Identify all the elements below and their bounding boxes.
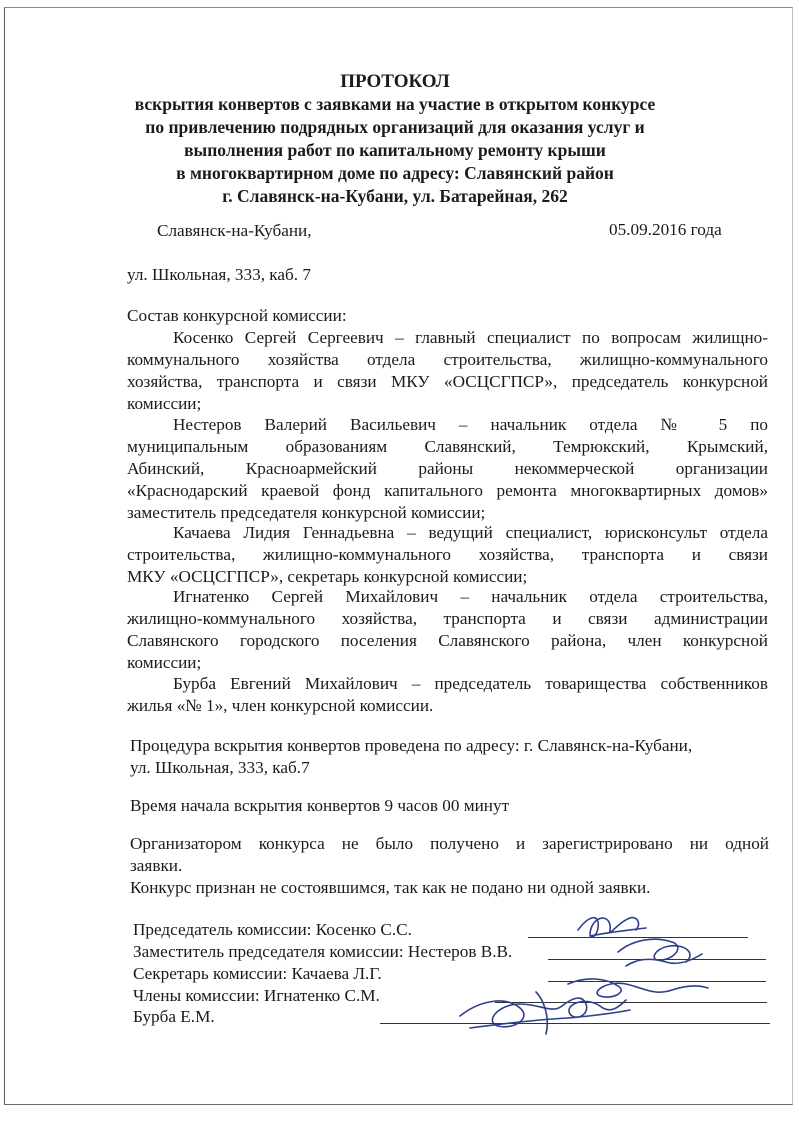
commission-line: Косенко Сергей Сергеевич – главный специалист по вопросам жилищно- [173,328,768,347]
start-time: Время начала вскрытия конвертов 9 часов 00 минут [130,796,510,815]
commission-line: Бурба Евгений Михайлович – председатель товарищества собственников [173,674,768,693]
signature-chairman: Председатель комиссии: Косенко С.С. [133,920,412,939]
commission-line: Славянского городского поселения Славянского района, член конкурсной [127,631,768,650]
commission-line: Качаева Лидия Геннадьевна – ведущий специалист, юрисконсульт отдела [173,523,768,542]
subtitle-line: вскрытия конвертов с заявками на участие в открытом конкурсе [134,94,656,114]
subtitle-line: г. Славянск-на-Кубани, ул. Батарейная, 262 [222,186,568,206]
commission-line: жилищно-коммунального хозяйства, транспорта и связи администрации [127,609,768,628]
subtitle-line: выполнения работ по капитальному ремонту крыши [184,140,606,160]
procedure-line: Процедура вскрытия конвертов проведена по адресу: г. Славянск-на-Кубани, [130,736,693,755]
commission-line: Игнатенко Сергей Михайлович – начальник отдела строительства, [173,587,768,606]
result-line: Организатором конкурса не было получено и зарегистрировано ни одной [130,834,769,853]
commission-heading: Состав конкурсной комиссии: [127,306,347,325]
commission-line: жилья «№ 1», член конкурсной комиссии. [127,696,434,715]
commission-line: комиссии; [127,653,202,672]
result-line: Конкурс признан не состоявшимся, так как не подано ни одной заявки. [130,878,651,897]
handwritten-signatures [440,900,770,1050]
city: Славянск-на-Кубани, [157,221,312,240]
subtitle-line: в многоквартирном доме по адресу: Славянский район [176,163,614,183]
commission-line: Нестеров Валерий Васильевич – начальник отдела № 5 по [173,415,768,434]
commission-line: муниципальным образованиям Славянский, Темрюкский, Крымский, [127,437,768,456]
signature-deputy: Заместитель председателя комиссии: Нестеров В.В. [133,942,513,961]
commission-line: коммунального хозяйства отдела строительства, жилищно-коммунального [127,350,768,369]
date: 05.09.2016 года [609,220,722,239]
commission-line: МКУ «ОСЦСГПСР», секретарь конкурсной комиссии; [127,567,528,586]
result-line: заявки. [130,856,183,875]
commission-line: «Краснодарский краевой фонд капитального ремонта многоквартирных домов» [127,481,768,500]
commission-line: заместитель председателя конкурсной комиссии; [127,503,486,522]
subtitle-line: по привлечению подрядных организаций для оказания услуг и [145,117,645,137]
procedure-line: ул. Школьная, 333, каб.7 [130,758,310,777]
signature-member: Члены комиссии: Игнатенко С.М. [133,986,380,1005]
commission-line: комиссии; [127,394,202,413]
address: ул. Школьная, 333, каб. 7 [127,265,311,284]
commission-line: строительства, жилищно-коммунального хозяйства, транспорта и связи [127,545,768,564]
commission-line: Абинский, Красноармейский районы некоммерческой организации [127,459,768,478]
signature-member: Бурба Е.М. [133,1007,215,1026]
signature-secretary: Секретарь комиссии: Качаева Л.Г. [133,964,382,983]
doc-title: ПРОТОКОЛ [340,71,450,92]
commission-line: хозяйства, транспорта и связи МКУ «ОСЦСГПСР», председатель конкурсной [127,372,768,391]
